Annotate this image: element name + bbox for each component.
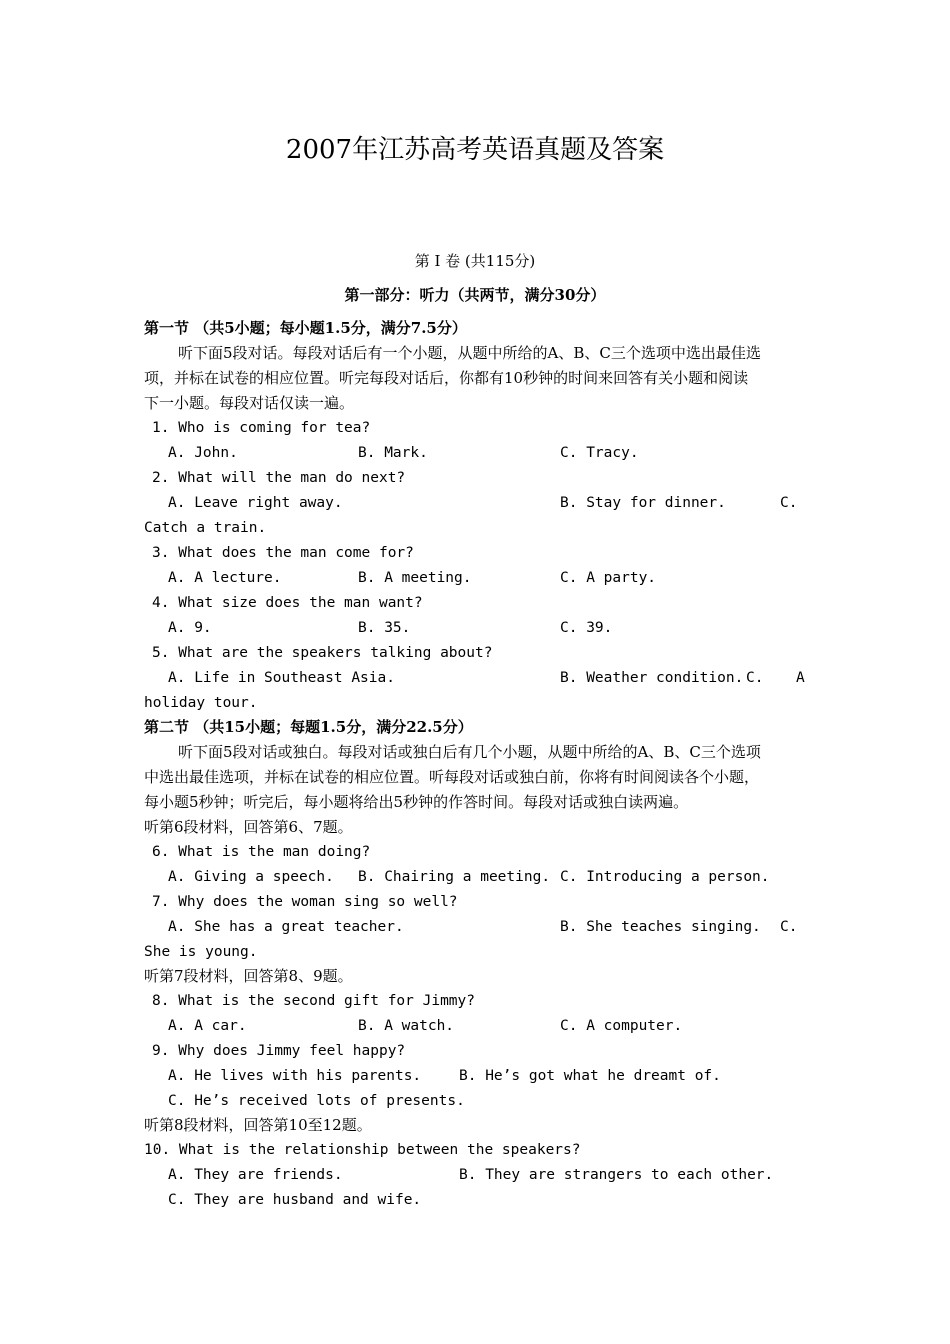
option-c: C. They are husband and wife.: [168, 1192, 422, 1208]
document-title: 2007年江苏高考英语真题及答案: [285, 135, 665, 165]
option-c: C. 39.: [560, 620, 613, 636]
option-b: B. Stay for dinner.: [560, 495, 726, 511]
option-a: A. They are friends.: [168, 1167, 343, 1183]
material-heading: 听第6段材料，回答第6、7题。: [144, 818, 353, 836]
option-a: A. She has a great teacher.: [168, 919, 404, 935]
question-text: 1. Who is coming for tea?: [152, 420, 371, 436]
option-c-label: C.: [780, 495, 798, 511]
option-b: B. Mark.: [358, 445, 428, 461]
instruction-line: 项，并标在试卷的相应位置。听完每段对话后，你都有10秒钟的时间来回答有关小题和阅读: [144, 369, 749, 387]
option-c: C. Tracy.: [560, 445, 639, 461]
option-c: C. He’s received lots of presents.: [168, 1093, 465, 1109]
option-b: B. Chairing a meeting.: [358, 869, 551, 885]
option-a: A. 9.: [168, 620, 212, 636]
question-text: 8. What is the second gift for Jimmy?: [152, 993, 476, 1009]
option-c: She is young.: [144, 944, 258, 960]
question-text: 4. What size does the man want?: [152, 595, 423, 611]
option-b: B. Weather condition.: [560, 670, 744, 686]
question-text: 2. What will the man do next?: [152, 470, 406, 486]
option-a: A. A car.: [168, 1018, 247, 1034]
instruction-line: 听下面5段对话。每段对话后有一个小题，从题中所给的A、B、C三个选项中选出最佳选: [178, 344, 761, 362]
section-heading: 第一节 （共5小题；每小题1.5分，满分7.5分）: [144, 319, 467, 337]
option-a: A. Leave right away.: [168, 495, 343, 511]
instruction-line: 下一小题。每段对话仅读一遍。: [144, 394, 355, 412]
option-a: A. Life in Southeast Asia.: [168, 670, 395, 686]
question-text: 10. What is the relationship between the speakers?: [144, 1142, 581, 1158]
option-c-word: A: [796, 670, 805, 686]
option-c: holiday tour.: [144, 695, 258, 711]
question-text: 9. Why does Jimmy feel happy?: [152, 1043, 406, 1059]
option-b: B. She teaches singing.: [560, 919, 761, 935]
option-c-label: C.: [780, 919, 798, 935]
question-text: 3. What does the man come for?: [152, 545, 414, 561]
question-text: 7. Why does the woman sing so well?: [152, 894, 458, 910]
option-a: A. A lecture.: [168, 570, 282, 586]
section-heading: 第二节 （共15小题；每题1.5分，满分22.5分）: [144, 718, 473, 736]
option-a: A. He lives with his parents.: [168, 1068, 422, 1084]
option-a: A. John.: [168, 445, 238, 461]
material-heading: 听第7段材料，回答第8、9题。: [144, 967, 353, 985]
part-heading: 第一部分：听力（共两节，满分30分）: [344, 286, 606, 304]
option-b: B. They are strangers to each other.: [459, 1167, 774, 1183]
option-b: B. A watch.: [358, 1018, 455, 1034]
option-c: C. A party.: [560, 570, 657, 586]
option-b: B. A meeting.: [358, 570, 472, 586]
material-heading: 听第8段材料，回答第10至12题。: [144, 1116, 372, 1134]
option-c: Catch a train.: [144, 520, 267, 536]
instruction-line: 中选出最佳选项，并标在试卷的相应位置。听每段对话或独白前，你将有时间阅读各个小题，: [144, 768, 760, 786]
option-c: C. A computer.: [560, 1018, 683, 1034]
question-text: 6. What is the man doing?: [152, 844, 371, 860]
option-b: B. He’s got what he dreamt of.: [459, 1068, 721, 1084]
option-c-label: C.: [746, 670, 764, 686]
instruction-line: 听下面5段对话或独白。每段对话或独白后有几个小题，从题中所给的A、B、C三个选项: [178, 743, 761, 761]
option-b: B. 35.: [358, 620, 411, 636]
option-c: C. Introducing a person.: [560, 869, 770, 885]
instruction-line: 每小题5秒钟；听完后，每小题将给出5秒钟的作答时间。每段对话或独白读两遍。: [144, 793, 689, 811]
option-a: A. Giving a speech.: [168, 869, 334, 885]
volume-heading: 第 I 卷 (共115分): [414, 252, 536, 270]
question-text: 5. What are the speakers talking about?: [152, 645, 493, 661]
